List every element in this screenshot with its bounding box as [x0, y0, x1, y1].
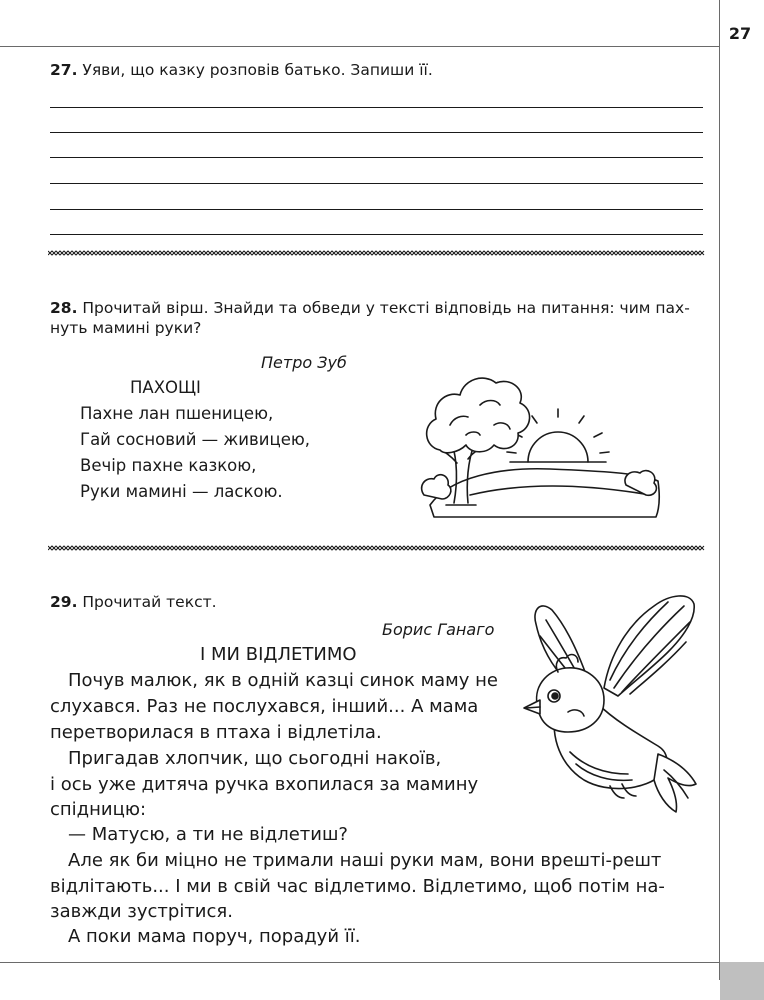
story-line: слухався. Раз не послухався, інший... А мама: [50, 696, 479, 717]
story-line: А поки мама поруч, порадуй її.: [68, 926, 361, 947]
task-29-text: Прочитай текст.: [82, 593, 217, 611]
story-line: — Матусю, а ти не відлетиш?: [68, 824, 348, 845]
story-line: перетворилася в птаха і відлетіла.: [50, 722, 382, 743]
story-line: Почув малюк, як в одній казці синок маму не: [68, 670, 498, 691]
writing-line[interactable]: [50, 209, 703, 210]
task-28-number: 28.: [50, 299, 78, 317]
poem-line: Руки мамині — ласкою.: [80, 482, 283, 501]
writing-line[interactable]: [50, 132, 703, 133]
task-27-heading: [50, 58, 433, 82]
story-line: Пригадав хлопчик, що сьогодні накоїв,: [68, 748, 442, 769]
task-29-number: 29.: [50, 593, 78, 611]
task-28-text-line1: Прочитай вірш. Знайди та обведи у тексті відповідь на питання: чим пах-: [82, 299, 690, 317]
story-author: Борис Ганаго: [382, 620, 495, 639]
task-27-text: Уяви, що казку розповів батько. Запиши її.: [82, 61, 433, 79]
poem-title: ПАХОЩІ: [130, 378, 201, 397]
writing-line[interactable]: [50, 183, 703, 184]
poem-line: Вечір пахне казкою,: [80, 456, 257, 475]
corner-block: [720, 962, 764, 1000]
story-title: І МИ ВІДЛЕТИМО: [200, 644, 357, 665]
story-line: і ось уже дитяча ручка вхопилася за мамину: [50, 774, 479, 795]
page-number: 27: [728, 24, 752, 43]
writing-line[interactable]: [50, 157, 703, 158]
tree-landscape-illustration: [410, 355, 668, 525]
story-line: відлітають... І ми в свій час відлетимо. Відлетимо, щоб потім на-: [50, 876, 665, 897]
story-line: спідницю:: [50, 799, 147, 820]
top-rule: [0, 46, 720, 47]
zigzag-divider: [48, 248, 705, 258]
poem-author: Петро Зуб: [261, 353, 347, 372]
task-27-number: 27.: [50, 61, 78, 79]
story-line: завжди зустрітися.: [50, 901, 233, 922]
right-rule: [719, 0, 720, 980]
bird-illustration: [518, 584, 704, 818]
story-line: Але як би міцно не тримали наші руки мам, вони врешті-решт: [68, 850, 662, 871]
task-28-text-line2: нуть мамині руки?: [50, 319, 202, 337]
task-29-heading: [50, 590, 217, 614]
writing-line[interactable]: [50, 234, 703, 235]
poem-line: Гай сосновий — живицею,: [80, 430, 310, 449]
zigzag-divider: [48, 543, 705, 553]
bottom-rule: [0, 962, 720, 963]
poem-line: Пахне лан пшеницею,: [80, 404, 274, 423]
writing-line[interactable]: [50, 107, 703, 108]
